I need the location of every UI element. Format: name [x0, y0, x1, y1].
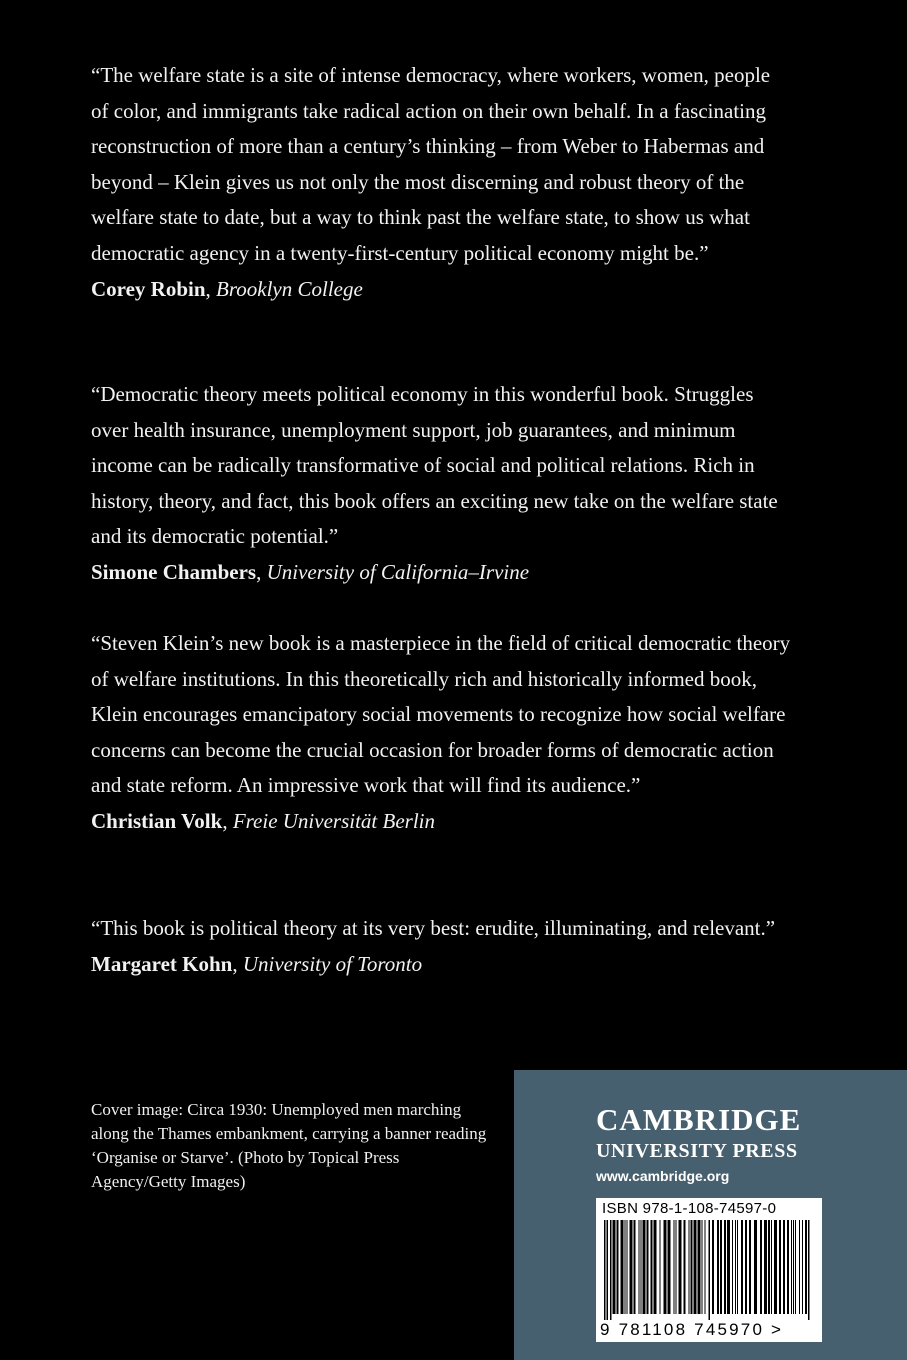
barcode-bar: [660, 1220, 661, 1314]
blurb-quote: “Democratic theory meets political economy in this wonderful book. Struggles over health insurance, unemployment support, job guarantees, and minimum income can be radically transformative of social and political relations. Rich in history, theory, and fact, this book offers an exciting new take on the welfare state and its democratic potential.”: [91, 382, 778, 549]
blurb-corey-robin: [91, 58, 791, 307]
barcode-bar: [727, 1220, 730, 1314]
blurb-attribution: Christian Volk, Freie Universität Berlin: [91, 808, 435, 833]
barcode-bar: [732, 1220, 733, 1314]
barcode-label: [596, 1198, 822, 1342]
blurb-quote: “This book is political theory at its very best: erudite, illuminating, and relevant.”: [91, 916, 776, 940]
reviewer-name: Christian Volk: [91, 808, 223, 833]
barcode-bar: [717, 1220, 719, 1314]
barcode-bar: [779, 1220, 781, 1314]
publisher-name: CAMBRIDGE: [596, 1102, 802, 1137]
barcode-bar: [698, 1220, 701, 1314]
reviewer-name: Simone Chambers: [91, 559, 257, 584]
blurb-quote: “Steven Klein’s new book is a masterpiece in the field of critical democratic theory of welfare institutions. In this theoretically rich and historically informed book, Klein encourages emancipatory social movements to recognize how social welfare concerns can become the crucial occasion for broader forms of democratic action and state reform. An impressive work that will find its audience.”: [91, 631, 791, 798]
barcode-bar: [760, 1220, 762, 1314]
barcode-bar: [664, 1220, 667, 1314]
barcode-bar: [791, 1220, 792, 1314]
barcode-bar: [724, 1220, 726, 1314]
barcode-bar: [768, 1220, 770, 1314]
barcode-bar: [627, 1220, 628, 1314]
barcode-bar: [793, 1220, 794, 1314]
cover-image-credit: Cover image: Circa 1930: Unemployed men marching along the Thames embankment, carrying a banner reading ‘Organise or Starve’. (Photo by Topical Press Agency/Getty Images): [91, 1100, 487, 1191]
barcode-bar: [745, 1220, 747, 1314]
publisher-url: www.cambridge.org: [596, 1168, 730, 1184]
barcode-bar: [754, 1220, 757, 1314]
barcode-bar: [621, 1220, 624, 1314]
isbn-text: ISBN 978-1-108-74597-0: [602, 1200, 777, 1217]
barcode-bar: [694, 1220, 697, 1314]
barcode-bar: [604, 1220, 606, 1320]
blurb-quote: “The welfare state is a site of intense democracy, where workers, women, people of color, and immigrants take radical action on their own behalf. In a fascinating reconstruction of more than a century’s thinking – from Weber to Habermas and beyond – Klein gives us not only the most discerning and robust theory of the welfare state to date, but a way to think past the welfare state, to show us what democratic agency in a twenty-first-century political economy might be.”: [91, 63, 771, 265]
blurb-simone-chambers: [91, 377, 791, 591]
barcode-bar: [689, 1220, 690, 1314]
barcode-bar: [741, 1220, 743, 1314]
reviewer-institution: Brooklyn College: [216, 276, 363, 301]
barcode-bar: [802, 1220, 803, 1314]
reviewer-institution: University of California–Irvine: [266, 559, 530, 584]
blurb-christian-volk: [91, 626, 791, 840]
reviewer-institution: University of Toronto: [242, 951, 423, 976]
blurb-attribution: Simone Chambers, University of California–Irvine: [91, 559, 530, 584]
barcode-bar: [783, 1220, 785, 1314]
reviewer-institution: Freie Universität Berlin: [232, 808, 435, 833]
blurb-attribution: Margaret Kohn, University of Toronto: [91, 951, 423, 976]
barcode-bar: [735, 1220, 736, 1314]
blurb-margaret-kohn: [91, 911, 791, 982]
barcode-bar: [795, 1220, 796, 1314]
barcode-bar: [634, 1220, 636, 1314]
barcode-bar: [630, 1220, 633, 1314]
publisher-panel: [514, 1070, 907, 1360]
barcode-bar: [639, 1220, 640, 1314]
barcode-bar: [676, 1220, 677, 1314]
barcode-bar: [613, 1220, 616, 1314]
barcode-bar: [691, 1220, 693, 1314]
reviewer-name: Margaret Kohn: [91, 951, 233, 976]
barcode-bar: [617, 1220, 619, 1314]
barcode-bar: [720, 1220, 722, 1314]
barcode-bar: [749, 1220, 751, 1314]
barcode-bar: [702, 1220, 703, 1314]
barcode-bar: [764, 1220, 767, 1314]
barcode-digits: 9 781108 745970 >: [600, 1320, 784, 1339]
barcode-bar: [712, 1220, 714, 1314]
blurb-attribution: Corey Robin, Brooklyn College: [91, 276, 363, 301]
barcode-bar: [774, 1220, 777, 1314]
barcode-bar: [625, 1220, 626, 1314]
barcode-bar: [705, 1220, 706, 1314]
barcode-bar: [679, 1220, 682, 1314]
barcode-bar: [799, 1220, 800, 1314]
barcode-bar: [684, 1220, 686, 1314]
barcode-bar: [787, 1220, 789, 1314]
barcode-bar: [674, 1220, 675, 1314]
barcode-bar: [808, 1220, 810, 1320]
barcode-bar: [643, 1220, 646, 1314]
publisher-subtitle: UNIVERSITY PRESS: [596, 1140, 798, 1162]
barcode-bar: [771, 1220, 772, 1314]
barcode-bar: [737, 1220, 738, 1314]
barcode-bar: [610, 1220, 612, 1320]
barcode-bar: [647, 1220, 649, 1314]
barcode-bar: [654, 1220, 657, 1314]
barcode-bar: [651, 1220, 653, 1314]
barcode-icon: [602, 1220, 816, 1320]
reviewer-name: Corey Robin: [91, 276, 206, 301]
barcode-bar: [668, 1220, 671, 1314]
barcode-bar: [709, 1220, 711, 1320]
barcode-bar: [805, 1220, 807, 1314]
barcode-bar: [641, 1220, 642, 1314]
barcode-bar: [607, 1220, 609, 1320]
